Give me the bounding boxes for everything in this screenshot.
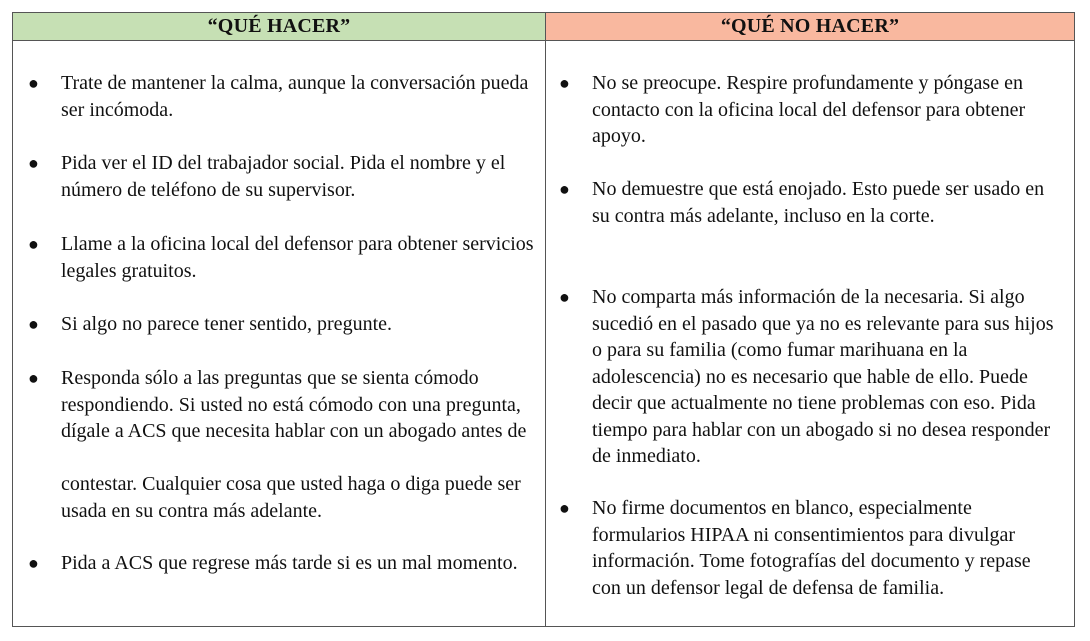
bullet-icon: ● bbox=[559, 287, 570, 307]
dont-column bbox=[546, 13, 1074, 626]
bullet-icon: ● bbox=[28, 153, 39, 173]
bullet-icon: ● bbox=[559, 498, 570, 518]
bullet-icon: ● bbox=[28, 314, 39, 334]
do-column bbox=[13, 13, 546, 626]
dont-item-text: No se preocupe. Respire profundamente y póngase en contacto con la oficina local del defensor para obtener apoyo. bbox=[592, 72, 1026, 147]
bullet-icon: ● bbox=[559, 73, 570, 93]
dont-item bbox=[559, 70, 1062, 150]
do-item bbox=[28, 550, 541, 577]
bullet-icon: ● bbox=[28, 368, 39, 388]
do-item-text: contestar. Cualquier cosa que usted haga o diga puede ser usada en su contra más adelante. bbox=[61, 473, 521, 522]
dont-item bbox=[559, 495, 1062, 601]
dont-item-text: No demuestre que está enojado. Esto puede ser usado en su contra más adelante, incluso en la corte. bbox=[592, 178, 1045, 227]
do-item-text: Pida ver el ID del trabajador social. Pida el nombre y el número de teléfono de su supervisor. bbox=[61, 152, 506, 201]
do-item-continuation bbox=[61, 471, 541, 524]
dont-item-text: No firme documentos en blanco, especialmente formularios HIPAA ni consentimientos para divulgar información. Tome fotografías del documento y repase con un defensor legal de defensa de familia. bbox=[592, 497, 1031, 599]
do-item-text: Responda sólo a las preguntas que se sienta cómodo respondiendo. Si usted no está cómodo con una pregunta, dígale a ACS que necesita hablar con un abogado antes de bbox=[61, 367, 527, 442]
dont-item bbox=[559, 284, 1062, 470]
do-item-text: Llame a la oficina local del defensor para obtener servicios legales gratuitos. bbox=[61, 233, 534, 282]
do-item bbox=[28, 150, 541, 203]
do-item bbox=[28, 231, 541, 284]
do-dont-table bbox=[12, 12, 1075, 627]
do-header: “QUÉ HACER” bbox=[13, 13, 545, 41]
bullet-icon: ● bbox=[28, 73, 39, 93]
do-item bbox=[28, 365, 541, 445]
do-item-text: Si algo no parece tener sentido, pregunte. bbox=[61, 313, 392, 335]
bullet-icon: ● bbox=[28, 553, 39, 573]
do-item-text: Pida a ACS que regrese más tarde si es un mal momento. bbox=[61, 552, 518, 574]
do-item bbox=[28, 70, 541, 123]
bullet-icon: ● bbox=[559, 179, 570, 199]
do-item bbox=[28, 311, 541, 338]
bullet-icon: ● bbox=[28, 234, 39, 254]
dont-item-text: No comparta más información de la necesaria. Si algo sucedió en el pasado que ya no es relevante para sus hijos o para su familia (como fumar marihuana en la adolescencia) no es necesario que hable de ello. Puede decir que actualmente no tiene problemas con eso. Pida tiempo para hablar con un abogado si no desea responder de inmediato. bbox=[592, 286, 1054, 467]
dont-item bbox=[559, 176, 1062, 229]
do-item-text: Trate de mantener la calma, aunque la conversación pueda ser incómoda. bbox=[61, 72, 529, 121]
dont-header: “QUÉ NO HACER” bbox=[546, 13, 1074, 41]
